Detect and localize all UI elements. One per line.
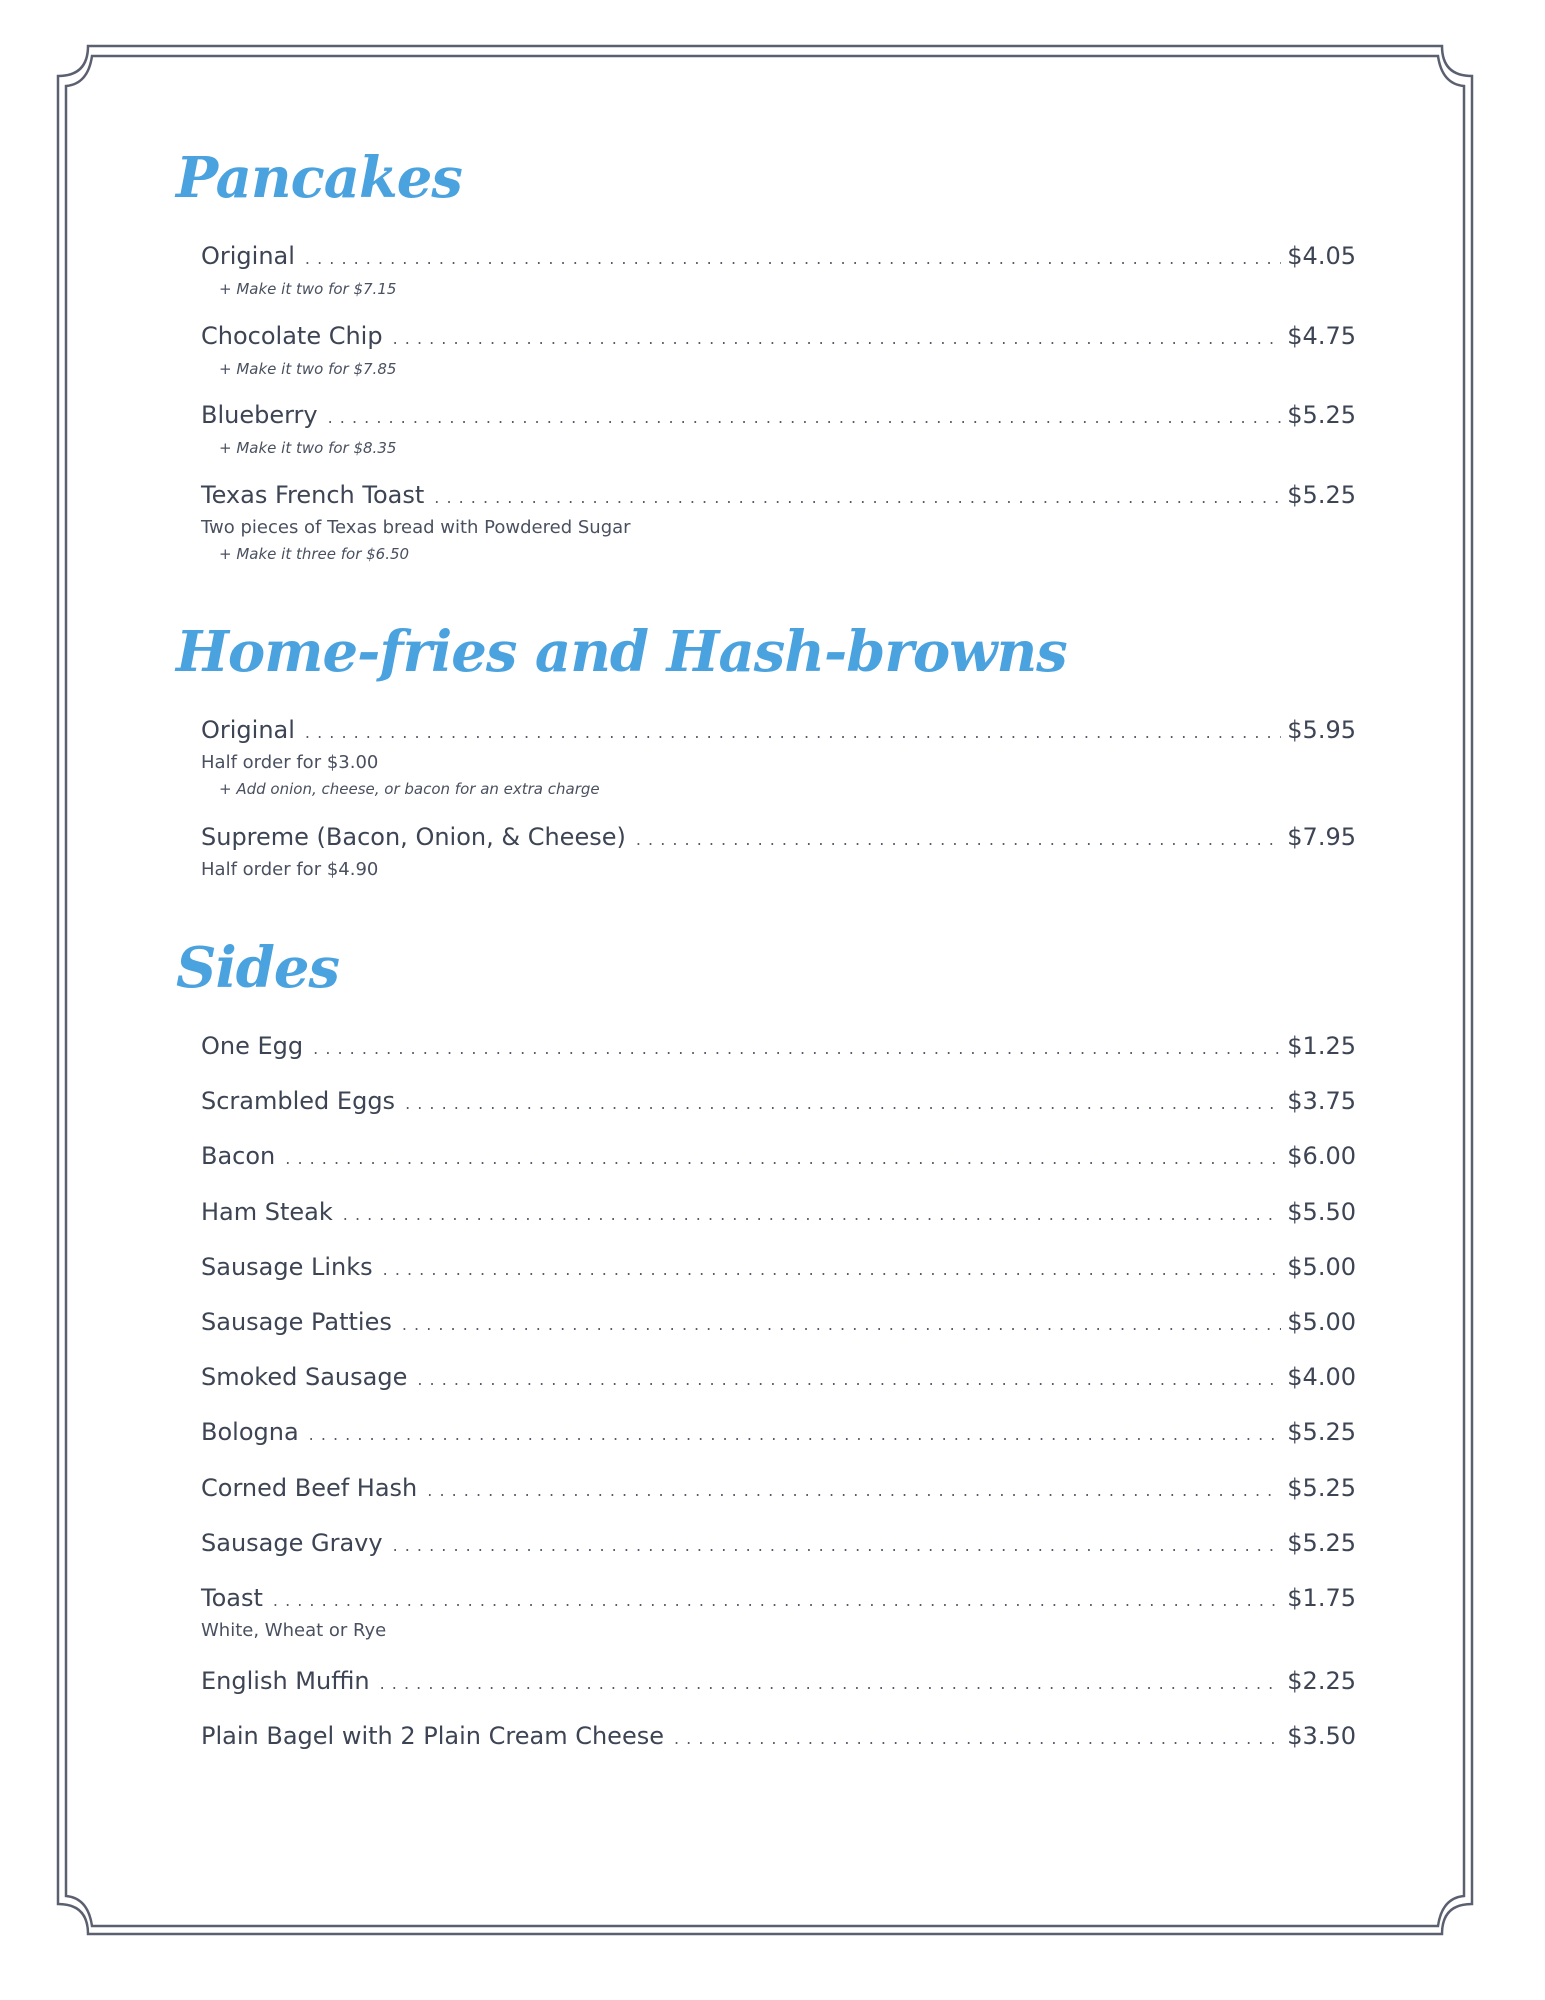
menu-item-sausage-gravy [201, 1529, 1356, 1563]
item-price: $1.75 [1287, 1584, 1356, 1612]
menu-item-chocolate-chip [201, 322, 1356, 382]
menu-item-original-pancakes [201, 242, 1356, 302]
menu-item-ham-steak [201, 1198, 1356, 1232]
item-name: Original [201, 716, 295, 744]
menu-item-blueberry [201, 401, 1356, 461]
dot-leader [417, 1370, 1281, 1389]
menu-item-texas-french-toast [201, 481, 1356, 567]
item-note: + Make it two for $7.15 [219, 280, 397, 298]
item-price: $5.00 [1287, 1253, 1356, 1281]
dot-leader [328, 408, 1282, 427]
item-name: Plain Bagel with 2 Plain Cream Cheese [201, 1722, 664, 1750]
menu-item-original-home-fries [201, 716, 1356, 802]
dot-leader [636, 830, 1281, 849]
item-name: One Egg [201, 1032, 304, 1060]
item-description: Half order for $3.00 [201, 752, 379, 773]
item-note: + Make it two for $7.85 [219, 360, 397, 378]
menu-item-plain-bagel [201, 1722, 1356, 1756]
dot-leader [427, 1481, 1281, 1500]
item-price: $5.25 [1287, 1418, 1356, 1446]
item-price: $4.00 [1287, 1363, 1356, 1391]
item-name: Toast [201, 1584, 263, 1612]
dot-leader [405, 1094, 1281, 1113]
item-price: $5.00 [1287, 1308, 1356, 1336]
section-title-pancakes: Pancakes [176, 145, 462, 211]
dot-leader [434, 488, 1281, 507]
item-price: $7.95 [1287, 823, 1356, 851]
item-name: Sausage Patties [201, 1308, 392, 1336]
item-price: $5.25 [1287, 481, 1356, 509]
menu-item-bologna [201, 1418, 1356, 1452]
item-name: Smoked Sausage [201, 1363, 408, 1391]
item-description: White, Wheat or Rye [201, 1620, 387, 1641]
dot-leader [674, 1729, 1281, 1748]
menu-item-one-egg [201, 1032, 1356, 1066]
dot-leader [313, 1039, 1281, 1058]
dot-leader [402, 1315, 1281, 1334]
item-price: $5.25 [1287, 401, 1356, 429]
item-price: $2.25 [1287, 1667, 1356, 1695]
menu-item-sausage-links [201, 1253, 1356, 1287]
item-price: $5.50 [1287, 1198, 1356, 1226]
dot-leader [305, 723, 1281, 742]
menu-item-toast [201, 1584, 1356, 1644]
menu-item-supreme [201, 823, 1356, 883]
item-price: $5.95 [1287, 716, 1356, 744]
item-price: $1.25 [1287, 1032, 1356, 1060]
dot-leader [393, 1536, 1282, 1555]
item-name: Scrambled Eggs [201, 1087, 396, 1115]
item-description: Half order for $4.90 [201, 859, 379, 880]
item-name: Bologna [201, 1418, 299, 1446]
item-name: Bacon [201, 1142, 276, 1170]
item-name: Ham Steak [201, 1198, 333, 1226]
menu-item-english-muffin [201, 1667, 1356, 1701]
item-note: + Make it two for $8.35 [219, 439, 397, 457]
menu-item-bacon [201, 1142, 1356, 1176]
item-price: $5.25 [1287, 1474, 1356, 1502]
dot-leader [383, 1260, 1282, 1279]
section-title-home-fries: Home-fries and Hash-browns [176, 619, 1067, 685]
item-price: $4.75 [1287, 322, 1356, 350]
item-name: Chocolate Chip [201, 322, 383, 350]
item-price: $4.05 [1287, 242, 1356, 270]
item-name: Original [201, 242, 295, 270]
item-price: $5.25 [1287, 1529, 1356, 1557]
item-name: Sausage Gravy [201, 1529, 383, 1557]
dot-leader [343, 1205, 1282, 1224]
item-price: $3.50 [1287, 1722, 1356, 1750]
item-description: Two pieces of Texas bread with Powdered Sugar [201, 517, 631, 538]
item-price: $6.00 [1287, 1142, 1356, 1170]
section-title-sides: Sides [176, 935, 340, 1001]
dot-leader [273, 1591, 1281, 1610]
item-name: Texas French Toast [201, 481, 425, 509]
dot-leader [380, 1674, 1282, 1693]
item-name: Blueberry [201, 401, 318, 429]
item-name: Corned Beef Hash [201, 1474, 418, 1502]
dot-leader [309, 1425, 1282, 1444]
menu-item-corned-beef-hash [201, 1474, 1356, 1508]
dot-leader [285, 1149, 1281, 1168]
dot-leader [393, 329, 1282, 348]
item-price: $3.75 [1287, 1087, 1356, 1115]
item-note: + Make it three for $6.50 [219, 545, 410, 563]
menu-item-scrambled-eggs [201, 1087, 1356, 1121]
item-name: Sausage Links [201, 1253, 373, 1281]
dot-leader [305, 249, 1281, 268]
item-name: English Muffin [201, 1667, 370, 1695]
menu-item-sausage-patties [201, 1308, 1356, 1342]
item-note: + Add onion, cheese, or bacon for an extra charge [219, 780, 600, 798]
menu-item-smoked-sausage [201, 1363, 1356, 1397]
item-name: Supreme (Bacon, Onion, & Cheese) [201, 823, 626, 851]
